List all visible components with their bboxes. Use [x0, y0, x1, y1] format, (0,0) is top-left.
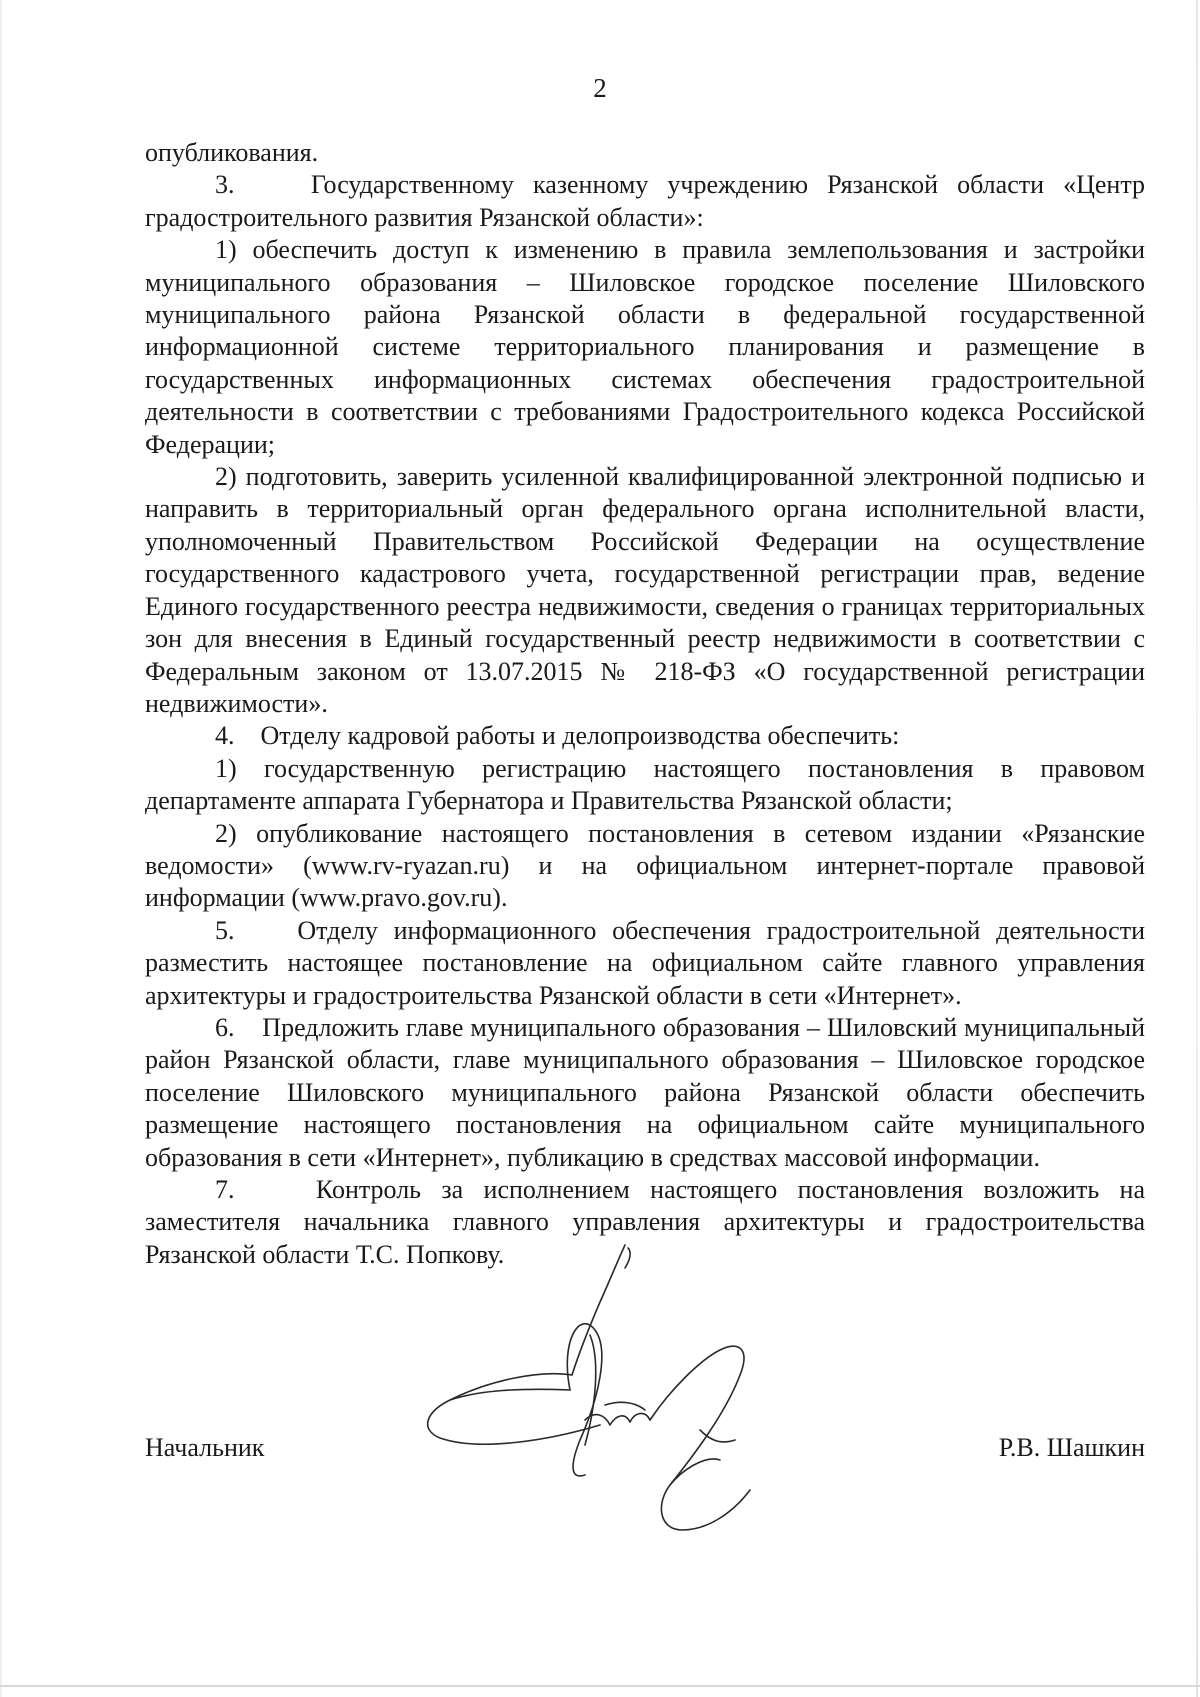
paragraph-continuation: опубликования.	[145, 138, 319, 167]
paragraph-item-3-2: 2) подготовить, заверить усиленной квалифицированной электронной подписью и направить в территориальный орган федерального органа исполнительной власти, уполномоченный Правительством Российской Федерации на осуществление государственного кадастрового учета, государственной регистрации прав, ведение Единого государственного реестра недвижимости, сведения о границах территориальных зон для внесения в Единый государственный реестр недвижимости в соответствии с Федеральным законом от 13.07.2015 № 218-ФЗ «О государственной регистрации недвижимости».	[145, 462, 1145, 718]
paragraph-item-6: 6. Предложить главе муниципального образования – Шиловский муниципальный район Рязанской области, главе муниципального образования – Шиловское городское поселение Шиловского муниципального района Рязанской области обеспечить размещение настоящего постановления на официальном сайте муниципального образования в сети «Интернет», публикацию в средствах массовой информации.	[145, 1012, 1145, 1172]
paragraph-item-7: 7. Контроль за исполнением настоящего постановления возложить на заместителя начальника главного управления архитектуры и градостроительства Рязанской области Т.С. Попкову.	[145, 1175, 1145, 1269]
scan-edge-bottom	[0, 1685, 1200, 1687]
scan-edge-right	[1196, 0, 1198, 1697]
paragraph-item-4-2: 2) опубликование настоящего постановления в сетевом издании «Рязанские ведомости» (www.rv-ryazan.ru) и на официальном интернет-портале правовой информации (www.pravo.gov.ru).	[145, 818, 1145, 913]
paragraph-item-4: 4. Отделу кадровой работы и делопроизводства обеспечить:	[215, 721, 900, 751]
paragraph-item-3: 3. Государственному казенному учреждению Рязанской области «Центр градостроительного развития Рязанской области»:	[145, 170, 1145, 232]
signatory-title: Начальник	[145, 1433, 265, 1462]
signature-block	[145, 1432, 1145, 1468]
scan-edge-left	[0, 0, 2, 1697]
handwritten-signature	[420, 1240, 780, 1550]
paragraph-item-3-1: 1) обеспечить доступ к изменению в правила землепользования и застройки муниципального образования – Шиловское городское поселение Шиловского муниципального района Рязанской области в федеральной государственной информационной системе территориального планирования и размещение в государственных информационных системах обеспечения градостроительной деятельности в соответствии с требованиями Градостроительного кодекса Российской Федерации;	[145, 235, 1145, 459]
document-body	[145, 137, 1145, 1271]
paragraph-item-4-1: 1) государственную регистрацию настоящего постановления в правовом департаменте аппарата Губернатора и Правительства Рязанской области;	[145, 753, 1145, 816]
signatory-name: Р.В. Шашкин	[998, 1433, 1145, 1462]
page-number: 2	[593, 73, 607, 103]
paragraph-item-5: 5. Отделу информационного обеспечения градостроительной деятельности разместить настоящее постановление на официальном сайте главного управления архитектуры и градостроительства Рязанской области в сети «Интернет».	[145, 915, 1145, 1010]
